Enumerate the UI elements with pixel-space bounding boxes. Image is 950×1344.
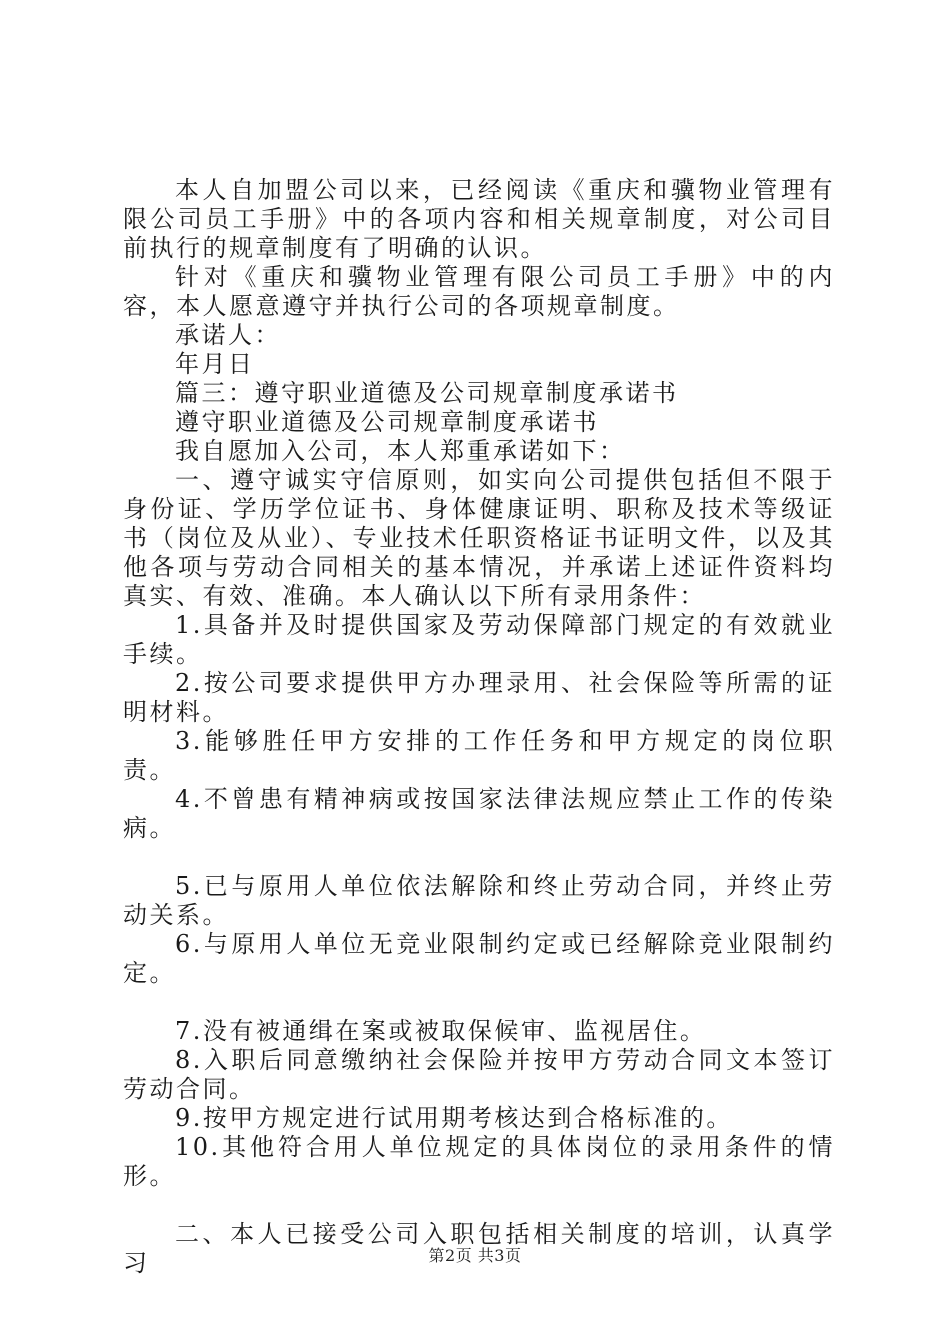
paragraph-pledge-intro: 我自愿加入公司，本人郑重承诺如下： [175, 437, 626, 465]
condition-item-2: 2.按公司要求提供甲方办理录用、社会保险等所需的证明材料。 [123, 669, 835, 726]
signer-label: 承诺人： [175, 321, 281, 349]
date-label: 年月日 [175, 350, 255, 378]
condition-item-8: 8.入职后同意缴纳社会保险并按甲方劳动合同文本签订劳动合同。 [123, 1046, 835, 1103]
document-body [123, 176, 835, 1278]
condition-item-6: 6.与原用人单位无竞业限制约定或已经解除竞业限制约定。 [123, 930, 835, 987]
page-number-footer: 第2页 共3页 [428, 1246, 522, 1265]
condition-item-5: 5.已与原用人单位依法解除和终止劳动合同，并终止劳动关系。 [123, 872, 835, 929]
paragraph-commitment: 针对《重庆和骥物业管理有限公司员工手册》中的内容，本人愿意遵守并执行公司的各项规章制度。 [123, 263, 835, 320]
document-title: 遵守职业道德及公司规章制度承诺书 [175, 408, 599, 436]
section-heading: 篇三：遵守职业道德及公司规章制度承诺书 [175, 379, 679, 407]
condition-item-1: 1.具备并及时提供国家及劳动保障部门规定的有效就业手续。 [123, 611, 835, 668]
condition-item-3: 3.能够胜任甲方安排的工作任务和甲方规定的岗位职责。 [123, 727, 835, 784]
condition-item-7: 7.没有被通缉在案或被取保候审、监视居住。 [175, 1017, 707, 1045]
clause-one: 一、遵守诚实守信原则，如实向公司提供包括但不限于身份证、学历学位证书、身体健康证明、职称及技术等级证书（岗位及从业）、专业技术任职资格证书证明文件，以及其他各项与劳动合同相关的基本情况，并承诺上述证件资料均真实、有效、准确。本人确认以下所有录用条件： [123, 466, 835, 610]
condition-item-10: 10.其他符合用人单位规定的具体岗位的录用条件的情形。 [123, 1133, 835, 1190]
condition-item-9: 9.按甲方规定进行试用期考核达到合格标准的。 [175, 1104, 733, 1132]
condition-item-4: 4.不曾患有精神病或按国家法律法规应禁止工作的传染病。 [123, 785, 835, 842]
clause-two: 二、本人已接受公司入职包括相关制度的培训，认真学习 [123, 1220, 835, 1277]
paragraph-intro: 本人自加盟公司以来，已经阅读《重庆和骥物业管理有限公司员工手册》中的各项内容和相关规章制度，对公司目前执行的规章制度有了明确的认识。 [123, 176, 835, 262]
